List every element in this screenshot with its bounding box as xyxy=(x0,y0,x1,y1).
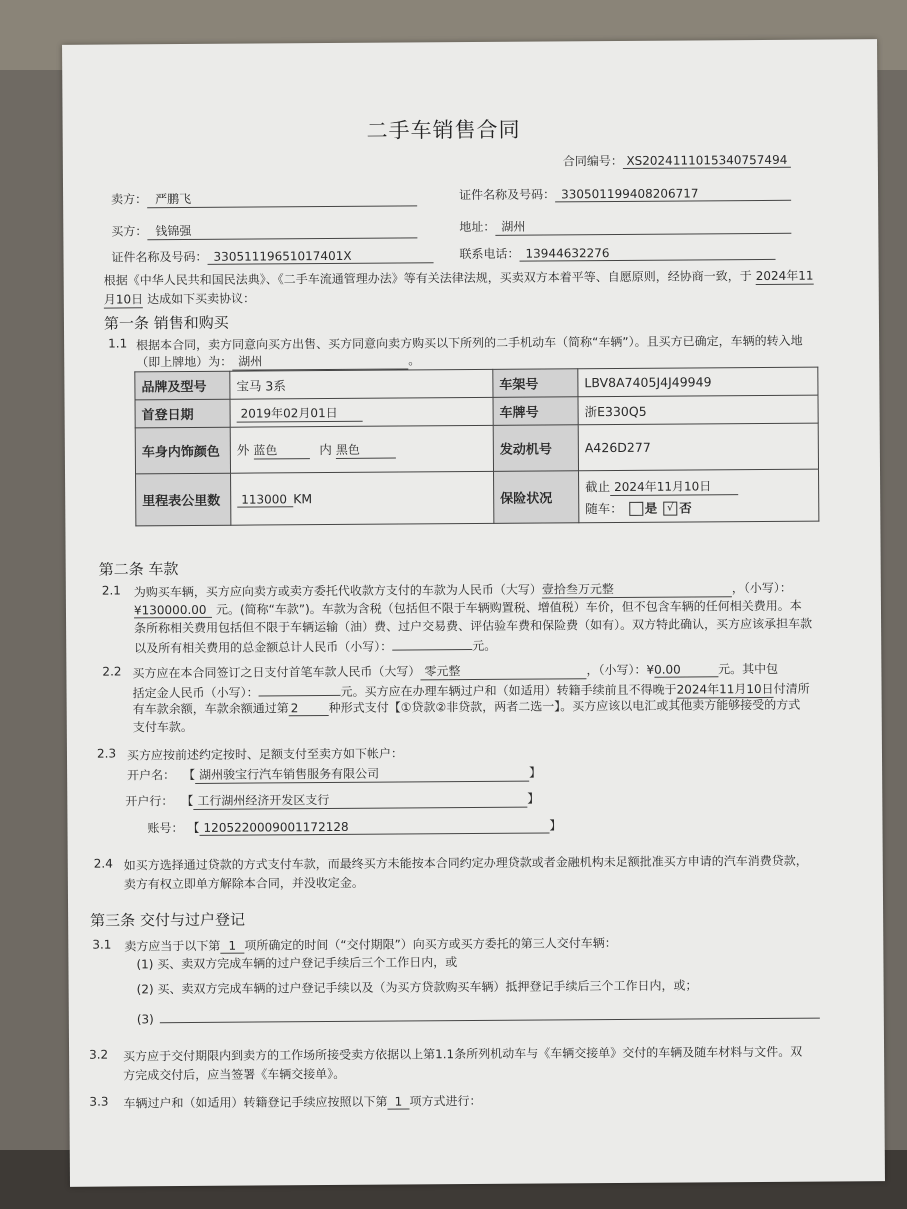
clause-1-1-text-2: （即上牌地）为： 湖州 。 xyxy=(136,353,421,370)
mileage-value: 113000 xyxy=(237,492,293,507)
transfer-item: 1 xyxy=(387,1094,409,1109)
vin-label: 车架号 xyxy=(493,369,578,398)
no-checkbox[interactable]: √ xyxy=(663,502,677,516)
clause-2-2-line-1: 买方应在本合同签订之日支付首笔车款人民币（大写） 零元整 ，（小写）：¥0.00 元。其中包 xyxy=(132,661,779,681)
clause-3-1-option-3: (3) xyxy=(137,1004,820,1027)
clause-1-1-text: 根据本合同，卖方同意向买方出售、买方同意向卖方购买以下所列的二手机动车（简称“车辆”）。且买方已确定，车辆的转入地 xyxy=(136,333,803,353)
clause-2-1-number: 2.1 xyxy=(101,583,121,598)
color-cell: 外 蓝色 内 黑色 xyxy=(230,425,493,473)
clause-2-2-line-2: 括定金人民币（小写）： 元。买方应在办理车辆过户和（如适用）转籍手续前且不得晚于2024年11月10日付清所 xyxy=(132,681,810,701)
reg-date-cell xyxy=(230,397,493,427)
buyer-phone: 联系电话： 13944632276 xyxy=(459,243,775,262)
bank-value: 工行湖州经济开发区支行 xyxy=(193,790,527,810)
account-name-value: 湖州骏宝行汽车销售服务有限公司 xyxy=(195,764,529,784)
contract-number-value: XS2024111015340757494 xyxy=(623,153,791,169)
clause-1-1-number: 1.1 xyxy=(108,336,128,351)
clause-2-2-number: 2.2 xyxy=(102,664,122,679)
section-1-heading: 第一条 销售和购买 xyxy=(103,313,229,333)
brand-label: 品牌及型号 xyxy=(135,371,230,400)
clause-2-1-line-3: 条所称相关费用包括但不限于车辆运输（油）费、过户交易费、评估验车费和保险费（如有）。双方特此确认，买方应该承担车款 xyxy=(134,616,813,636)
deposit-blank xyxy=(258,681,340,697)
first-payment-lower: 0.00 xyxy=(654,662,718,677)
destination-place: 湖州 xyxy=(232,351,408,370)
insurance-date-value: 2024年11月10日 xyxy=(610,477,738,496)
color-label: 车身内饰颜色 xyxy=(135,427,230,474)
total-price-upper: 壹拾叁万元整 xyxy=(542,579,732,598)
yes-checkbox[interactable] xyxy=(629,502,643,516)
vin-value: LBV8A7405J4J49949 xyxy=(578,367,818,397)
clause-3-1-option-1: (1) 买、卖双方完成车辆的过户登记手续后三个工作日内，或 xyxy=(136,955,458,972)
clause-2-4-number: 2.4 xyxy=(93,856,113,871)
clause-2-3-line-1: 买方应按前述约定按时、足额支付至卖方如下帐户： xyxy=(126,746,404,763)
reg-date-value: 2019年02月01日 xyxy=(237,403,363,422)
payment-way: 2 xyxy=(289,701,329,716)
clause-2-1-line-1: 为购买车辆，买方应向卖方或卖方委托代收款方支付的车款为人民币（大写）壹拾叁万元整 ，（小写）： xyxy=(133,580,792,600)
table-row xyxy=(136,469,819,526)
mileage-cell: 113000 KM xyxy=(231,471,494,525)
insurance-cell: 截止 2024年11月10日 随车： 是 √ 否 xyxy=(579,469,819,523)
seller-id: 证件名称及号码： 330501199408206717 xyxy=(459,184,791,203)
clause-3-2-line-2: 方完成交付后，应当签署《车辆交接单》。 xyxy=(123,1066,346,1083)
mileage-label: 里程表公里数 xyxy=(136,473,231,526)
clause-2-1-line-2: ¥130000.00 元。(简称“车款”)。车款为含税（包括但不限于车辆购置税、增值税）车价，但不包含车辆的任何相关费用。本 xyxy=(133,598,802,618)
outer-color-value: 蓝色 xyxy=(253,441,309,459)
payment-deadline: 2024年11月10日 xyxy=(676,681,774,697)
clause-3-2-line-1: 买方应于交付期限内到卖方的工作场所接受卖方依据以上第1.1条所列机动车与《车辆交接单》交付的车辆及随车材料与文件。双 xyxy=(123,1044,803,1064)
clause-3-3-line-1: 车辆过户和（如适用）转籍登记手续应按照以下第 1 项方式进行： xyxy=(123,1093,482,1111)
buyer-name-value: 钱锦强 xyxy=(147,220,417,240)
clause-3-1-number: 3.1 xyxy=(92,937,112,952)
total-amount-blank xyxy=(392,635,472,651)
buyer-id-value: 33051119651017401X xyxy=(207,248,433,265)
plate-value: 浙E330Q5 xyxy=(578,395,818,425)
clause-2-1-line-4: 以及所有相关费用的总金额总计人民币（小写）： 元。 xyxy=(134,635,496,657)
contract-page xyxy=(62,39,885,1187)
section-3-heading: 第三条 交付与过户登记 xyxy=(90,910,245,930)
buyer-id: 证件名称及号码： 33051119651017401X xyxy=(111,246,433,265)
engine-label: 发动机号 xyxy=(493,425,578,472)
total-price-lower: ¥130000.00 xyxy=(134,603,212,619)
seller-name-value: 严鹏飞 xyxy=(147,188,417,208)
brand-value: 宝马 3系 xyxy=(230,369,493,399)
account-number-row: 账号： 【 1205220009001172128 】 xyxy=(147,818,562,836)
clause-2-4-line-1: 如买方选择通过贷款的方式支付车款，而最终买方未能按本合同约定办理贷款或者金融机构未足额批准买方申请的汽车消费贷款， xyxy=(123,853,808,873)
intro-line-1: 根据《中华人民共和国民法典》、《二手车流通管理办法》等有关法律法规，买卖双方本着平等、自愿原则，经协商一致，于 2024年11 xyxy=(103,268,814,288)
inner-color-value: 黑色 xyxy=(336,441,396,459)
seller-id-value: 330501199408206717 xyxy=(555,186,791,203)
buyer-name: 买方： 钱锦强 xyxy=(111,220,417,240)
clause-3-1-line-1: 卖方应当于以下第 1 项所确定的时间（“交付期限”）向买方或买方委托的第三人交付车辆： xyxy=(124,936,617,954)
clause-3-2-number: 3.2 xyxy=(89,1047,109,1062)
agreement-date-part1: 2024年11 xyxy=(755,268,814,284)
buyer-phone-value: 13944632276 xyxy=(519,245,775,262)
table-row xyxy=(135,423,818,474)
seller-name: 卖方： 严鹏飞 xyxy=(111,188,417,208)
clause-3-1-option-2: (2) 买、卖双方完成车辆的过户登记手续以及（为买方贷款购买车辆）抵押登记手续后三个工作日内，或； xyxy=(136,978,698,997)
account-name-row: 开户名： 【 湖州骏宝行汽车销售服务有限公司 】 xyxy=(127,765,542,783)
delivery-item: 1 xyxy=(220,939,244,954)
agreement-date-part2: 月10日 xyxy=(103,292,144,307)
bank-row: 开户行： 【 工行湖州经济开发区支行 】 xyxy=(125,791,540,809)
option-3-blank xyxy=(160,1004,820,1024)
insurance-label: 保险状况 xyxy=(494,471,579,524)
buyer-address: 地址： 湖州 xyxy=(459,216,791,236)
reg-date-label: 首登日期 xyxy=(135,399,230,428)
clause-3-3-number: 3.3 xyxy=(89,1094,109,1109)
intro-line-2: 月10日 达成如下买卖协议： xyxy=(103,291,256,307)
clause-2-4-line-2: 卖方有权立即单方解除本合同，并没收定金。 xyxy=(123,875,364,892)
contract-number: 合同编号： XS2024111015340757494 xyxy=(563,151,791,170)
clause-2-3-number: 2.3 xyxy=(96,746,117,761)
first-payment-upper: 零元整 xyxy=(420,661,586,680)
document-title: 二手车销售合同 xyxy=(366,117,521,143)
vehicle-info-table xyxy=(134,367,819,527)
engine-value: A426D277 xyxy=(578,423,818,471)
section-2-heading: 第二条 车款 xyxy=(98,560,179,579)
clause-2-2-line-3: 有车款余额，车款余额通过第 2 种形式支付【①贷款②非贷款，两者二选一】。买方应该以电汇或其他卖方能够接受的方式 xyxy=(132,697,801,717)
account-number-value: 1205220009001172128 xyxy=(199,818,549,835)
buyer-address-value: 湖州 xyxy=(495,216,791,236)
plate-label: 车牌号 xyxy=(493,397,578,426)
clause-2-2-line-4: 支付车款。 xyxy=(132,719,193,735)
